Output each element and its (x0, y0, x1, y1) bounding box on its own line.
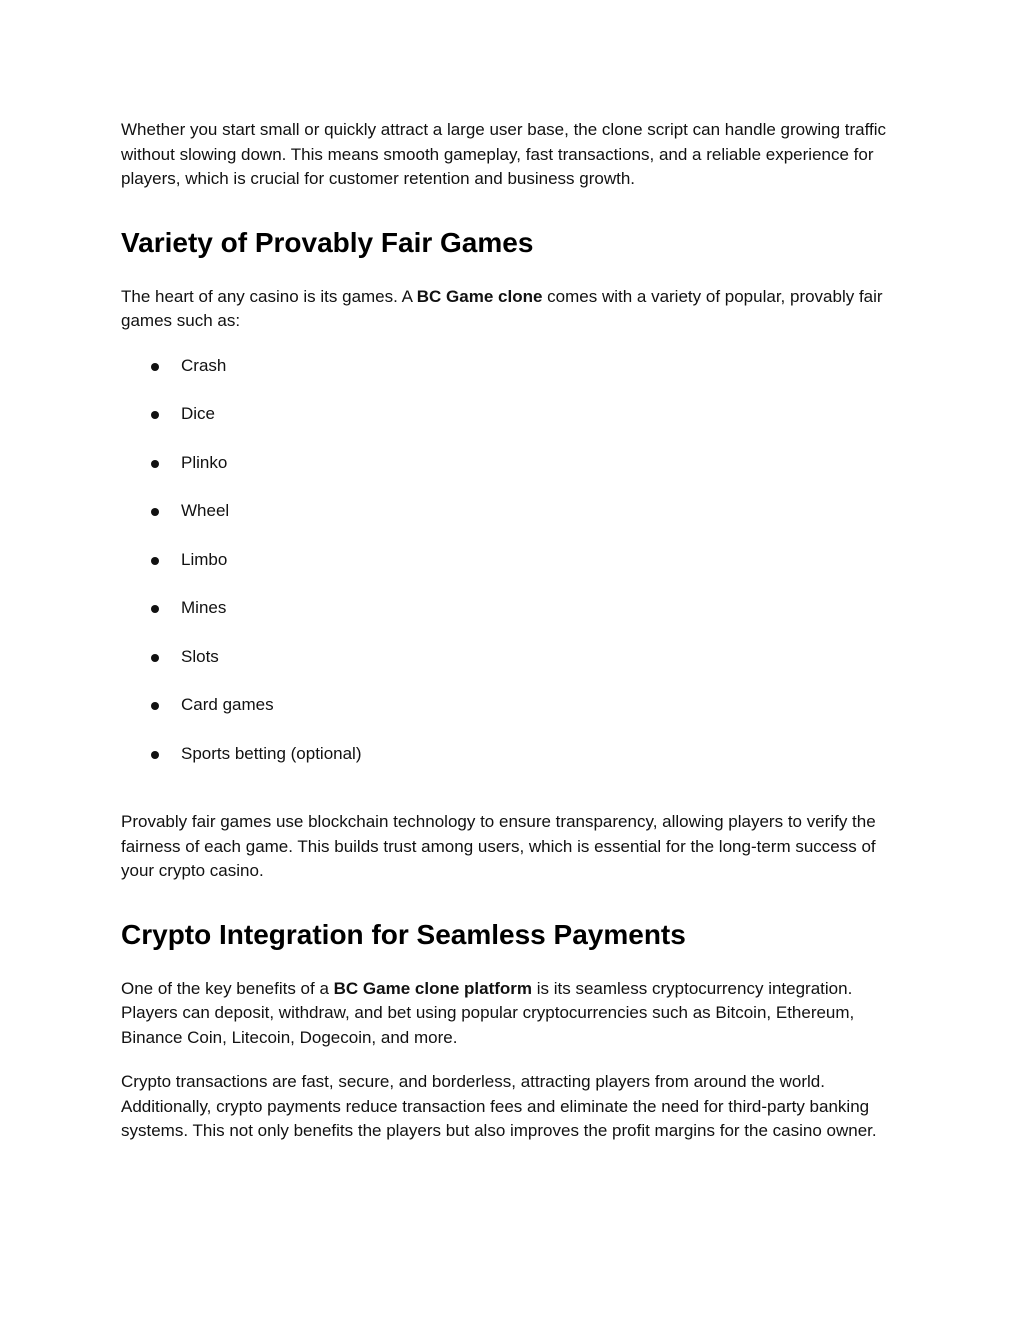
list-item-label: Limbo (181, 549, 228, 569)
section-heading-games: Variety of Provably Fair Games (121, 226, 534, 258)
intro-paragraph: Whether you start small or quickly attract a large user base, the clone script can handle growing traffic without slowing down. This means smooth gameplay, fast transactions, and a reliable experience for players, which is crucial for customer retention and business growth. (121, 120, 887, 188)
bullet-dot-icon (151, 751, 159, 759)
list-item (121, 499, 911, 524)
list-item-label: Dice (181, 404, 216, 423)
games-intro-paragraph (121, 285, 911, 334)
bullet-dot-icon (151, 702, 159, 710)
bullet-dot-icon (151, 411, 159, 419)
list-item (121, 402, 911, 427)
bullet-dot-icon (151, 460, 159, 468)
list-item-label: Card games (181, 695, 274, 714)
provably-fair-paragraph: Provably fair games use blockchain technology to ensure transparency, allowing players to verify the fairness of each game. This builds trust among users, which is essential for the long-term success of your crypto casino. (121, 812, 876, 880)
list-item-label: Plinko (181, 452, 228, 472)
games-intro-bold-term: BC Game clone (416, 286, 543, 306)
bullet-dot-icon (151, 557, 159, 565)
crypto-p1-bold-term: BC Game clone platform (333, 978, 533, 998)
crypto-paragraph-2: Crypto transactions are fast, secure, and borderless, attracting players from around the world. Additionally, crypto payments reduce transaction fees and eliminate the need for third-party banking systems. This not only benefits the players but also improves the profit margins for the casino owner. (121, 1072, 877, 1140)
list-item-label: Crash (181, 355, 227, 375)
document-page (121, 118, 911, 1144)
crypto-p1-text-before: One of the key benefits of a (121, 978, 334, 998)
list-item (121, 354, 911, 379)
list-item-label: Sports betting (optional) (181, 743, 362, 763)
list-item (121, 742, 911, 767)
crypto-paragraph-1 (121, 977, 911, 1051)
crypto-p1-text-after: is its seamless cryptocurrency integration. Players can deposit, withdraw, and bet using popular cryptocurrencies such as Bitcoin, Ethereum, Binance Coin, Litecoin, Dogecoin, and more. (121, 978, 855, 1047)
list-item (121, 548, 911, 573)
list-item-label: Mines (181, 598, 227, 617)
bullet-dot-icon (151, 508, 159, 516)
bullet-dot-icon (151, 654, 159, 662)
list-item (121, 451, 911, 476)
list-item (121, 693, 911, 718)
games-list (121, 354, 911, 767)
bullet-dot-icon (151, 605, 159, 613)
list-item (121, 596, 911, 621)
bullet-dot-icon (151, 363, 159, 371)
games-intro-text-before: The heart of any casino is its games. A (121, 286, 417, 306)
list-item-label: Wheel (181, 501, 230, 520)
games-intro-text-after: comes with a variety of popular, provably fair games such as: (121, 286, 883, 330)
section-heading-crypto: Crypto Integration for Seamless Payments (121, 918, 686, 950)
list-item (121, 645, 911, 670)
list-item-label: Slots (181, 646, 219, 666)
